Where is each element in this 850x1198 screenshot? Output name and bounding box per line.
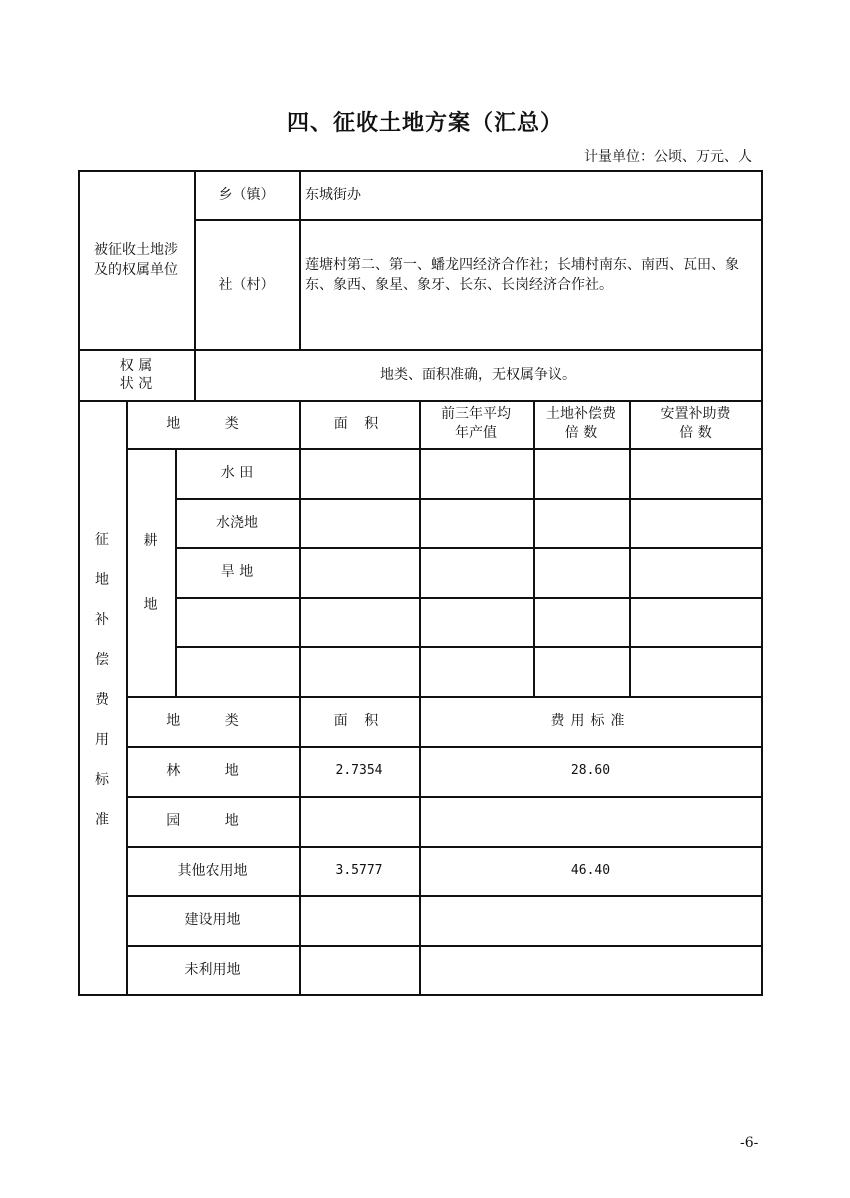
village-value: 莲塘村第二、第一、蟠龙四经济合作社；长埔村南东、南西、瓦田、象东、象西、象星、象牙、长东、长岗经济合作社。 — [305, 257, 739, 293]
side-label-char: 地 — [95, 572, 109, 588]
side-label-char: 准 — [95, 812, 109, 828]
farmland-resettle — [629, 597, 762, 647]
village-label: 社（村） — [218, 277, 275, 293]
farmland-type: 水浇地 — [216, 515, 258, 531]
page-number: -6- — [740, 1135, 759, 1151]
owner-units-label-line1: 被征收土地涉 — [94, 242, 178, 258]
side-label-char: 偿 — [95, 652, 109, 668]
farmland-avg-output — [419, 547, 533, 597]
farmland-land-comp — [533, 498, 629, 548]
other-land-fee: 28.60 — [570, 763, 611, 778]
other-land-fee — [419, 945, 762, 995]
header-land-type — [126, 400, 299, 448]
other-header-land-type — [126, 696, 299, 746]
header-avg-output-line2: 年产值 — [455, 425, 497, 441]
farmland-type — [175, 646, 299, 696]
header-land-comp-line2: 倍 数 — [564, 425, 598, 441]
farmland-area — [299, 597, 419, 647]
other-land-area — [299, 895, 419, 945]
farmland-land-comp — [533, 448, 629, 498]
header-land-comp-multiple — [533, 400, 629, 448]
town-value: 东城街办 — [305, 187, 361, 203]
side-label-char: 补 — [95, 612, 109, 628]
farmland-resettle — [629, 646, 762, 696]
compensation-standard-label — [78, 520, 126, 860]
header-avg-output — [419, 400, 533, 448]
farmland-label-char: 耕 — [143, 532, 158, 549]
farmland-avg-output — [419, 448, 533, 498]
header-land-type-text: 地 类 — [166, 416, 259, 432]
farmland-area — [299, 448, 419, 498]
header-resettle-multiple — [629, 400, 762, 448]
other-land-area — [299, 796, 419, 846]
farmland-type: 水 田 — [220, 465, 254, 481]
other-land-area: 2.7354 — [335, 763, 383, 778]
ownership-status-value: 地类、面积准确，无权属争议。 — [380, 367, 576, 383]
side-label-char: 征 — [95, 532, 109, 548]
town-label: 乡（镇） — [218, 187, 275, 203]
farmland-area — [299, 646, 419, 696]
measurement-unit: 计量单位：公顷、万元、人 — [584, 149, 752, 165]
farmland-land-comp — [533, 547, 629, 597]
farmland-area — [299, 547, 419, 597]
farmland-label-char: 地 — [143, 596, 158, 613]
ownership-status-label-line1: 权 属 — [119, 358, 153, 374]
other-land-area — [299, 945, 419, 995]
owner-units-label — [78, 170, 194, 350]
other-header-fee-standard — [419, 696, 762, 746]
farmland-avg-output — [419, 646, 533, 696]
farmland-type: 旱 地 — [220, 564, 254, 580]
other-land-area: 3.5777 — [335, 863, 383, 878]
page-title: 四、征收土地方案（汇总） — [286, 111, 563, 136]
farmland-land-comp — [533, 646, 629, 696]
other-land-type — [126, 796, 299, 846]
side-label-char: 用 — [95, 732, 109, 748]
header-land-comp-line1: 土地补偿费 — [546, 406, 616, 422]
header-area — [299, 400, 419, 448]
side-label-char: 标 — [95, 772, 109, 788]
other-land-fee — [419, 895, 762, 945]
other-land-type-text: 林 地 — [166, 763, 259, 779]
other-header-area — [299, 696, 419, 746]
farmland-resettle — [629, 498, 762, 548]
farmland-group-label — [126, 448, 175, 697]
other-land-type: 建设用地 — [184, 912, 241, 928]
other-header-land-type-text: 地 类 — [166, 713, 259, 729]
farmland-avg-output — [419, 597, 533, 647]
ownership-status-label-line2: 状 况 — [119, 376, 153, 392]
other-header-fee-text: 费用标准 — [550, 713, 631, 729]
other-land-fee — [419, 796, 762, 846]
owner-units-label-line2: 及的权属单位 — [94, 262, 178, 278]
header-area-text: 面 积 — [333, 416, 385, 432]
farmland-area — [299, 498, 419, 548]
header-resettle-line1: 安置补助费 — [660, 406, 731, 422]
farmland-land-comp — [533, 597, 629, 647]
other-land-type: 未利用地 — [184, 962, 241, 978]
header-avg-output-line1: 前三年平均 — [441, 406, 511, 422]
ownership-status-label — [78, 350, 194, 400]
farmland-type — [175, 597, 299, 647]
farmland-resettle — [629, 547, 762, 597]
farmland-resettle — [629, 448, 762, 498]
other-header-area-text: 面 积 — [333, 713, 385, 729]
other-land-fee: 46.40 — [570, 863, 611, 878]
header-resettle-line2: 倍 数 — [679, 425, 712, 441]
side-label-char: 费 — [95, 692, 109, 708]
other-land-type-text: 园 地 — [166, 813, 259, 829]
other-land-type — [126, 746, 299, 796]
other-land-type: 其他农用地 — [177, 863, 248, 879]
farmland-avg-output — [419, 498, 533, 548]
